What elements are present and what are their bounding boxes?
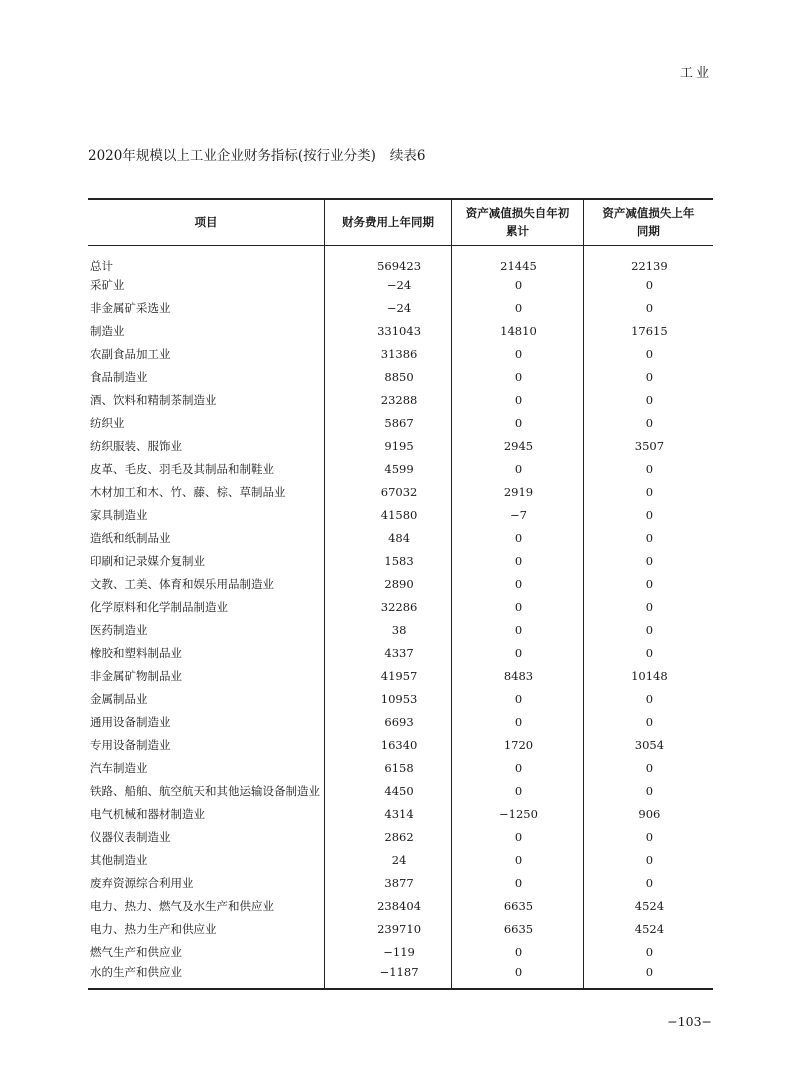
row-value: 4450: [325, 780, 452, 803]
row-value: 0: [583, 366, 713, 389]
table-row: [88, 642, 713, 665]
row-value: 238404: [325, 895, 452, 918]
table-row: [88, 872, 713, 895]
row-value: 3054: [583, 734, 713, 757]
row-value: 0: [452, 458, 584, 481]
row-label: 酒、饮料和精制茶制造业: [90, 393, 217, 407]
row-value: 0: [583, 343, 713, 366]
row-value: 67032: [325, 481, 452, 504]
table-row: [88, 389, 713, 412]
row-value: −1187: [325, 964, 452, 989]
row-value: 0: [583, 780, 713, 803]
row-value: 2862: [325, 826, 452, 849]
row-label: 汽车制造业: [90, 761, 148, 775]
row-value: 0: [452, 412, 584, 435]
row-label: 纺织业: [90, 416, 125, 430]
row-value: 0: [452, 550, 584, 573]
row-value: 0: [583, 274, 713, 297]
row-label: 铁路、船舶、航空航天和其他运输设备制造业: [90, 784, 320, 798]
table-row: [88, 458, 713, 481]
row-value: −24: [325, 274, 452, 297]
row-value: 0: [452, 343, 584, 366]
row-value: 1720: [452, 734, 584, 757]
row-value: −24: [325, 297, 452, 320]
row-value: 31386: [325, 343, 452, 366]
table-row: [88, 573, 713, 596]
row-value: 0: [583, 458, 713, 481]
row-value: 0: [583, 688, 713, 711]
table-row: [88, 780, 713, 803]
row-value: 8483: [452, 665, 584, 688]
row-value: 0: [452, 711, 584, 734]
page-number: −103−: [667, 1014, 712, 1029]
table-row: [88, 504, 713, 527]
table-row: [88, 550, 713, 573]
table-header-row: [88, 199, 713, 245]
row-value: 0: [452, 619, 584, 642]
table-row: [88, 297, 713, 320]
row-value: 0: [583, 481, 713, 504]
row-value: 6693: [325, 711, 452, 734]
row-value: 14810: [452, 320, 584, 343]
row-label: 采矿业: [90, 278, 125, 292]
table-title: [88, 144, 425, 164]
row-label: 其他制造业: [90, 853, 148, 867]
row-value: 0: [583, 573, 713, 596]
row-label: 专用设备制造业: [90, 738, 171, 752]
row-value: 0: [583, 619, 713, 642]
row-value: 41580: [325, 504, 452, 527]
row-value: 0: [452, 826, 584, 849]
row-value: 0: [583, 389, 713, 412]
table-row: [88, 665, 713, 688]
table-row: [88, 688, 713, 711]
row-label: 造纸和纸制品业: [90, 531, 171, 545]
row-value: 0: [452, 366, 584, 389]
row-value: 0: [452, 389, 584, 412]
table-row: [88, 481, 713, 504]
row-value: 0: [452, 849, 584, 872]
table-row: [88, 596, 713, 619]
row-value: 3877: [325, 872, 452, 895]
table-row: [88, 320, 713, 343]
section-label: 工业: [679, 66, 712, 81]
row-label: 仪器仪表制造业: [90, 830, 171, 844]
column-header-finance-cost-prior: 财务费用上年同期: [325, 199, 452, 245]
row-value: 0: [583, 941, 713, 964]
table-row: [88, 619, 713, 642]
row-value: 0: [452, 642, 584, 665]
table-row: [88, 274, 713, 297]
row-label: 食品制造业: [90, 370, 148, 384]
row-label: 纺织服装、服饰业: [90, 439, 182, 453]
row-value: 17615: [583, 320, 713, 343]
row-value: −7: [452, 504, 584, 527]
row-value: 32286: [325, 596, 452, 619]
row-value: 1583: [325, 550, 452, 573]
row-label: 文教、工美、体育和娱乐用品制造业: [90, 577, 274, 591]
row-value: 0: [452, 297, 584, 320]
row-value: 0: [583, 550, 713, 573]
row-value: 9195: [325, 435, 452, 458]
row-value: 3507: [583, 435, 713, 458]
table-row: [88, 941, 713, 964]
row-value: 2945: [452, 435, 584, 458]
row-value: 0: [583, 504, 713, 527]
row-value: 0: [583, 826, 713, 849]
row-label: 皮革、毛皮、羽毛及其制品和制鞋业: [90, 462, 274, 476]
row-value: 2890: [325, 573, 452, 596]
table-row: [88, 711, 713, 734]
row-value: 4314: [325, 803, 452, 826]
row-label: 通用设备制造业: [90, 715, 171, 729]
row-value: 21445: [452, 245, 584, 274]
row-value: 0: [452, 274, 584, 297]
row-value: 0: [583, 711, 713, 734]
row-value: 4524: [583, 918, 713, 941]
row-value: 5867: [325, 412, 452, 435]
row-label: 橡胶和塑料制品业: [90, 646, 182, 660]
table-row: [88, 366, 713, 389]
row-label: 木材加工和木、竹、藤、棕、草制品业: [90, 485, 286, 499]
row-label: 燃气生产和供应业: [90, 945, 182, 959]
row-label: 化学原料和化学制品制造业: [90, 600, 228, 614]
column-header-item: 项目: [88, 199, 325, 245]
table-row: [88, 435, 713, 458]
column-header-impairment-ytd: 资产减值损失自年初 累计: [452, 199, 584, 245]
row-value: 331043: [325, 320, 452, 343]
table-row: [88, 826, 713, 849]
row-value: 0: [583, 412, 713, 435]
table-row: [88, 343, 713, 366]
row-value: 10148: [583, 665, 713, 688]
row-value: 569423: [325, 245, 452, 274]
row-value: 10953: [325, 688, 452, 711]
row-value: 0: [452, 688, 584, 711]
row-value: 0: [583, 964, 713, 989]
row-label: 家具制造业: [90, 508, 148, 522]
row-value: 6635: [452, 918, 584, 941]
row-label: 印刷和记录媒介复制业: [90, 554, 205, 568]
row-label: 非金属矿物制品业: [90, 669, 182, 683]
row-value: 6158: [325, 757, 452, 780]
row-value: 41957: [325, 665, 452, 688]
row-value: −1250: [452, 803, 584, 826]
row-value: 0: [452, 527, 584, 550]
row-label: 金属制品业: [90, 692, 148, 706]
row-label: 水的生产和供应业: [88, 964, 325, 989]
row-value: 2919: [452, 481, 584, 504]
row-value: 484: [325, 527, 452, 550]
continued-label: 续表6: [389, 148, 426, 164]
row-label: 医药制造业: [90, 623, 148, 637]
row-value: 0: [452, 964, 584, 989]
row-value: 8850: [325, 366, 452, 389]
table-row: [88, 918, 713, 941]
row-value: 4599: [325, 458, 452, 481]
table-row: [88, 245, 713, 274]
row-label: 非金属矿采选业: [90, 301, 171, 315]
row-value: 0: [452, 757, 584, 780]
row-value: 38: [325, 619, 452, 642]
row-value: 0: [452, 872, 584, 895]
row-label: 总计: [90, 258, 113, 273]
row-value: 0: [583, 757, 713, 780]
row-value: 0: [583, 596, 713, 619]
row-value: 906: [583, 803, 713, 826]
table-row: [88, 895, 713, 918]
row-value: 0: [583, 872, 713, 895]
table-title-text: 2020年规模以上工业企业财务指标(按行业分类): [88, 148, 376, 164]
table-row: [88, 734, 713, 757]
row-value: 22139: [583, 245, 713, 274]
row-value: 23288: [325, 389, 452, 412]
row-value: 0: [452, 780, 584, 803]
row-label: 电力、热力生产和供应业: [90, 922, 217, 936]
financial-indicators-table: [88, 198, 713, 990]
row-value: 0: [583, 297, 713, 320]
table-row: [88, 964, 713, 989]
row-label: 制造业: [90, 324, 125, 338]
table-row: [88, 849, 713, 872]
row-label: 电力、热力、燃气及水生产和供应业: [90, 899, 274, 913]
row-value: 0: [452, 941, 584, 964]
table-row: [88, 527, 713, 550]
row-value: 16340: [325, 734, 452, 757]
row-value: 4337: [325, 642, 452, 665]
table-body: [88, 245, 713, 989]
row-value: −119: [325, 941, 452, 964]
row-value: 4524: [583, 895, 713, 918]
row-value: 0: [452, 596, 584, 619]
row-label: 废弃资源综合利用业: [90, 876, 194, 890]
row-value: 0: [583, 642, 713, 665]
row-value: 239710: [325, 918, 452, 941]
row-value: 6635: [452, 895, 584, 918]
table-row: [88, 757, 713, 780]
column-header-impairment-prior: 资产减值损失上年 同期: [583, 199, 713, 245]
row-label: 农副食品加工业: [90, 347, 171, 361]
row-value: 0: [583, 527, 713, 550]
row-label: 电气机械和器材制造业: [90, 807, 205, 821]
table-row: [88, 803, 713, 826]
row-value: 0: [583, 849, 713, 872]
row-value: 24: [325, 849, 452, 872]
table-row: [88, 412, 713, 435]
row-value: 0: [452, 573, 584, 596]
